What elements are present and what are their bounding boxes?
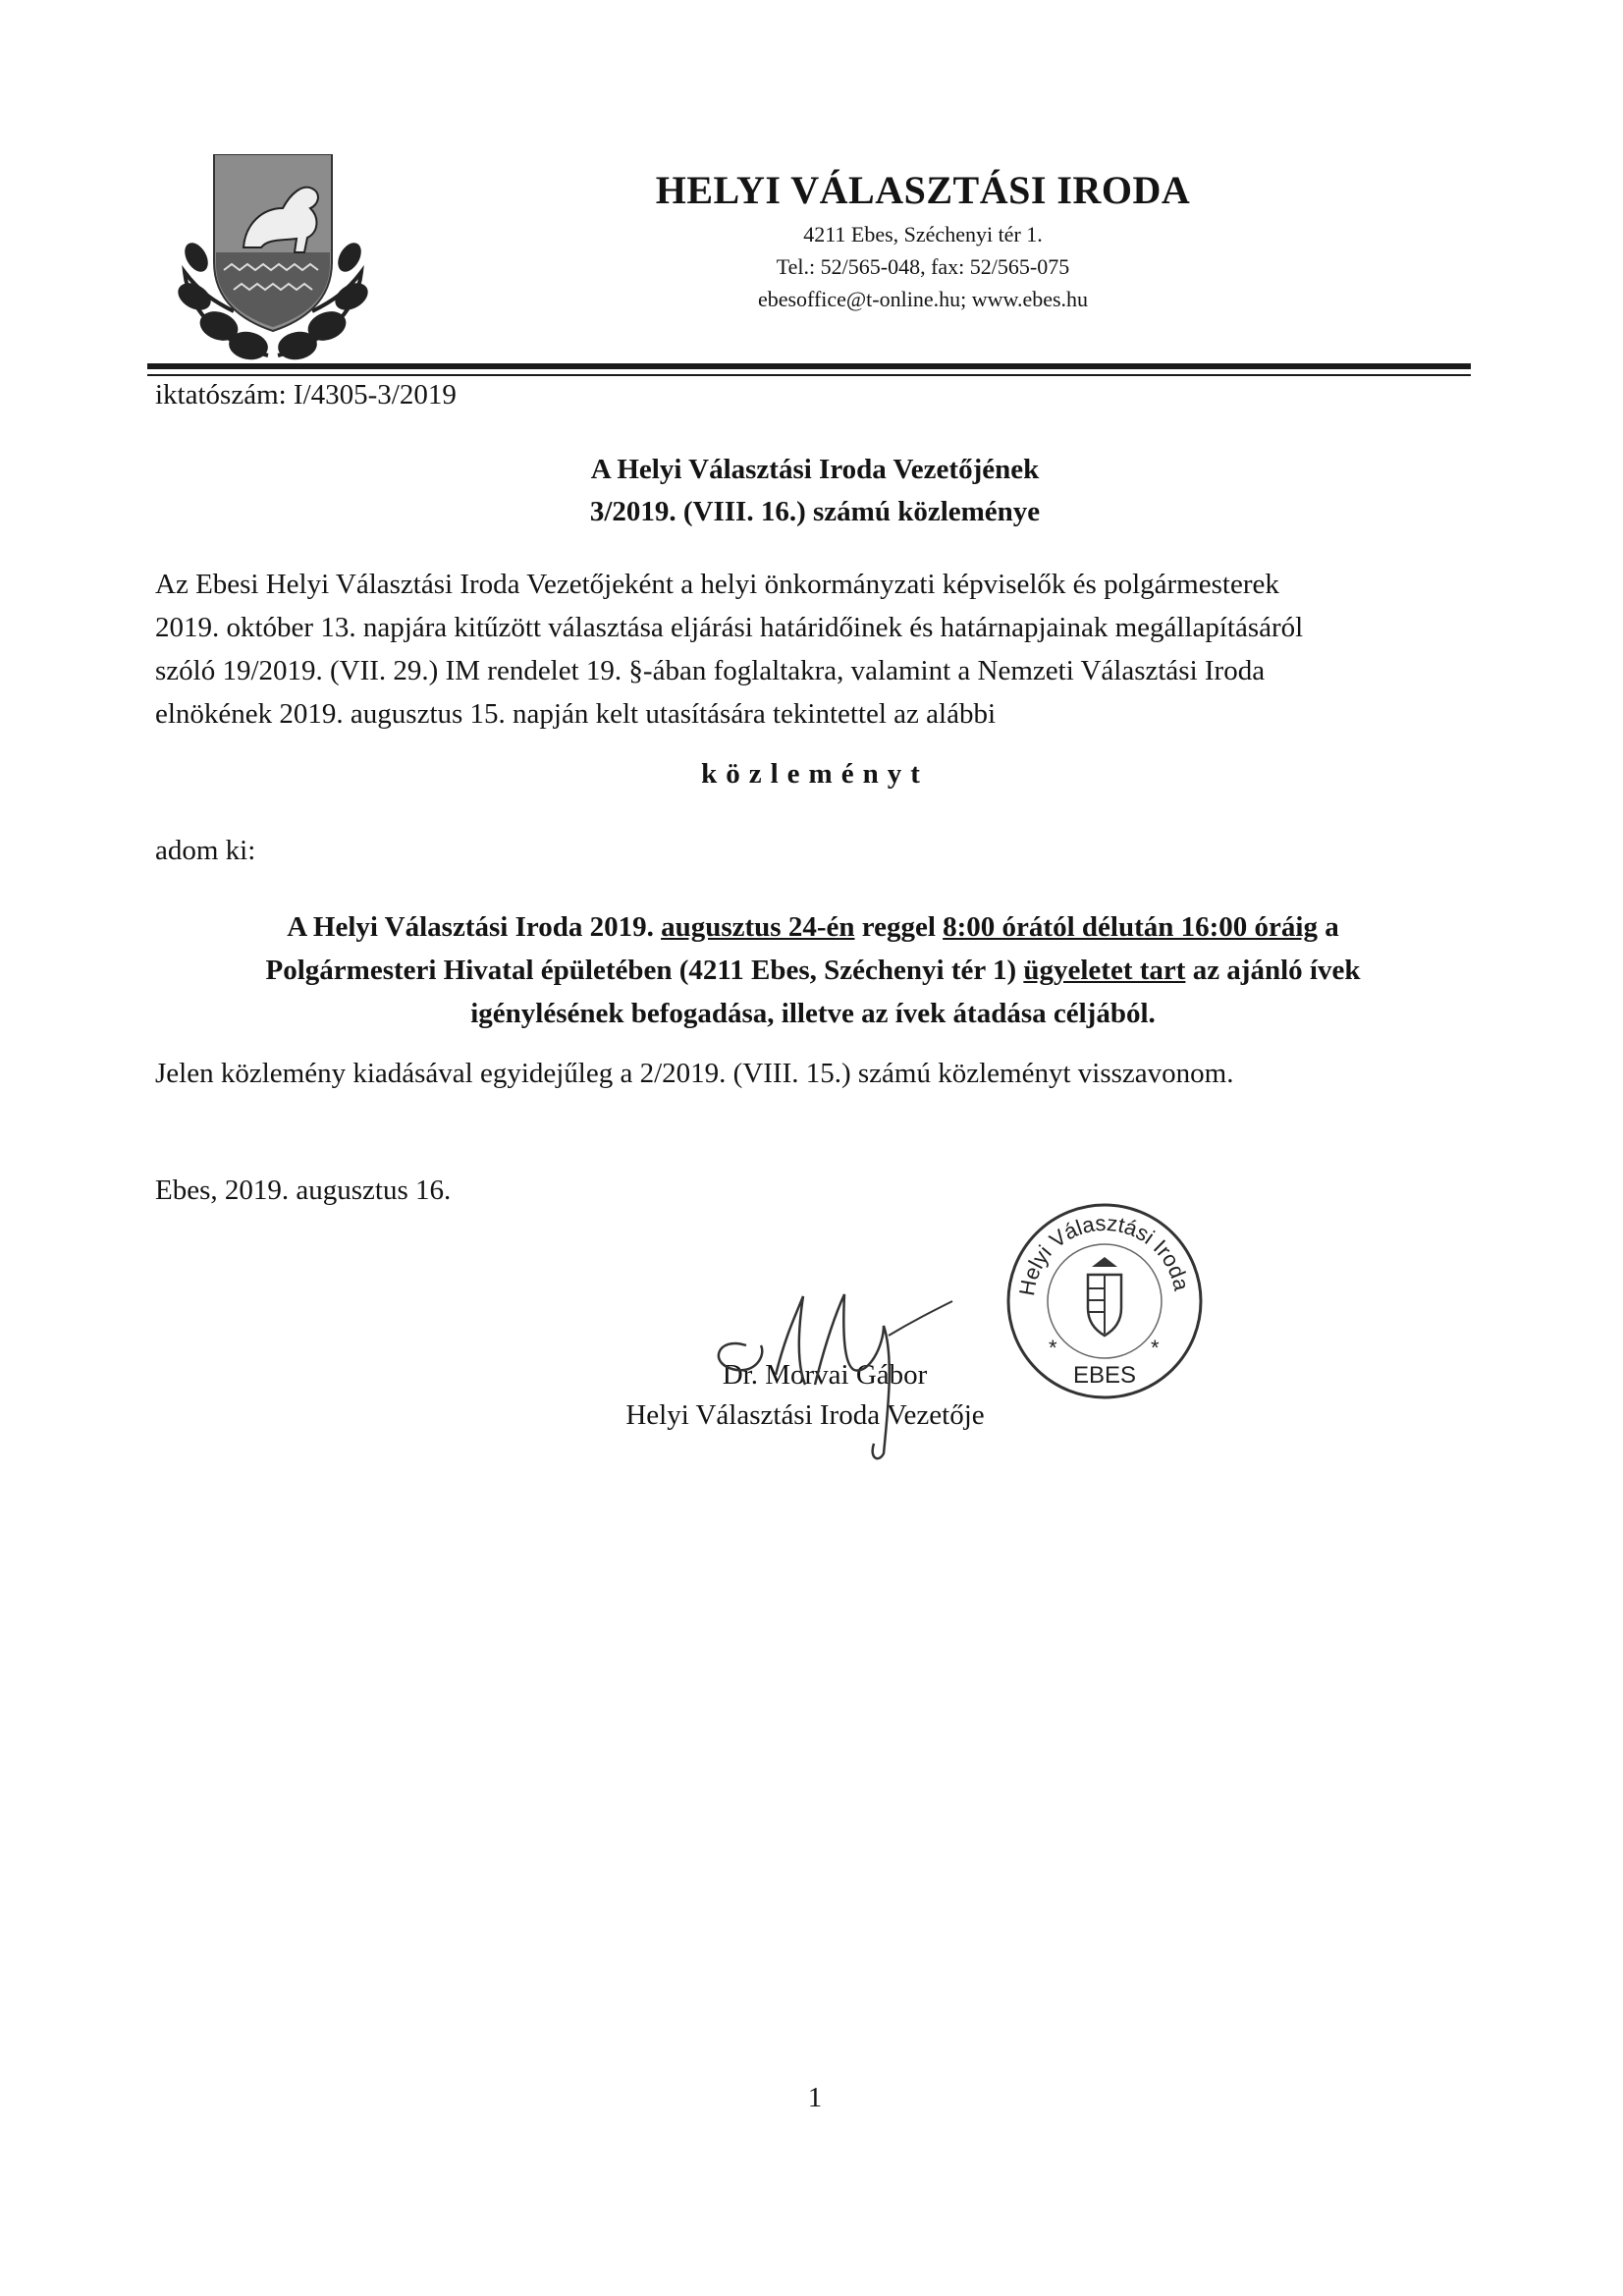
notice-hours: 8:00 órától délután 16:00 óráig xyxy=(943,911,1318,943)
stamp-ring-text: Helyi Választási Iroda xyxy=(1014,1210,1195,1298)
signer-role: Helyi Választási Iroda Vezetője xyxy=(625,1399,985,1431)
office-title: HELYI VÁLASZTÁSI IRODA xyxy=(655,168,1191,212)
notice-text: a xyxy=(1317,911,1339,943)
intro-paragraph xyxy=(155,563,1471,736)
header-divider-thin xyxy=(147,374,1471,376)
revocation-statement: Jelen közlemény kiadásával egyidejűleg a 2/2019. (VIII. 15.) számú közleményt visszavonom. xyxy=(155,1058,1234,1089)
notice-text: Polgármesteri Hivatal épületében (4211 Ebes, Széchenyi tér 1) xyxy=(265,955,1024,986)
stamp-bottom-text: EBES xyxy=(1072,1362,1137,1389)
notice-text: az ajánló ívek xyxy=(1185,955,1361,986)
intro-line: elnökének 2019. augusztus 15. napján kelt utasítására tekintettel az alábbi xyxy=(155,698,997,730)
svg-text:*: * xyxy=(1049,1336,1057,1360)
intro-line: Az Ebesi Helyi Választási Iroda Vezetőjeként a helyi önkormányzati képviselők és polgármesterek xyxy=(155,569,1279,600)
reference-number: iktatószám: I/4305-3/2019 xyxy=(155,379,457,410)
document-heading-line1: A Helyi Választási Iroda Vezetőjének xyxy=(590,454,1040,485)
notice-date: augusztus 24-én xyxy=(661,911,855,943)
notice-block xyxy=(155,905,1471,1035)
notice-duty: ügyeletet tart xyxy=(1023,955,1186,986)
header-divider xyxy=(147,363,1471,369)
document-heading-line2: 3/2019. (VIII. 16.) számú közleménye xyxy=(589,496,1041,527)
notice-text: A Helyi Választási Iroda 2019. xyxy=(287,911,662,943)
announcement-word: közleményt xyxy=(701,758,929,790)
municipal-crest-icon xyxy=(175,154,371,365)
notice-line xyxy=(155,905,1471,949)
intro-line: 2019. október 13. napjára kitűzött választása eljárási határidőinek és határnapjainak megállapításáról xyxy=(155,612,1304,643)
intro-line: szóló 19/2019. (VII. 29.) IM rendelet 19. §-ában foglaltakra, valamint a Nemzeti Választási Iroda xyxy=(155,655,1266,686)
notice-text: reggel xyxy=(854,911,944,943)
notice-line: igénylésének befogadása, illetve az ívek átadása céljából. xyxy=(470,998,1156,1029)
office-email-web: ebesoffice@t-online.hu; www.ebes.hu xyxy=(757,287,1089,311)
page-number: 1 xyxy=(807,2082,823,2113)
notice-line xyxy=(155,949,1471,992)
issued-statement: adom ki: xyxy=(155,835,256,866)
signer-name: Dr. Morvai Gábor xyxy=(722,1359,928,1391)
office-address: 4211 Ebes, Széchenyi tér 1. xyxy=(803,222,1043,246)
place-date: Ebes, 2019. augusztus 16. xyxy=(155,1175,452,1206)
handwritten-signature-icon xyxy=(687,1277,1001,1473)
svg-text:*: * xyxy=(1151,1336,1160,1360)
office-phone-fax: Tel.: 52/565-048, fax: 52/565-075 xyxy=(776,254,1070,279)
